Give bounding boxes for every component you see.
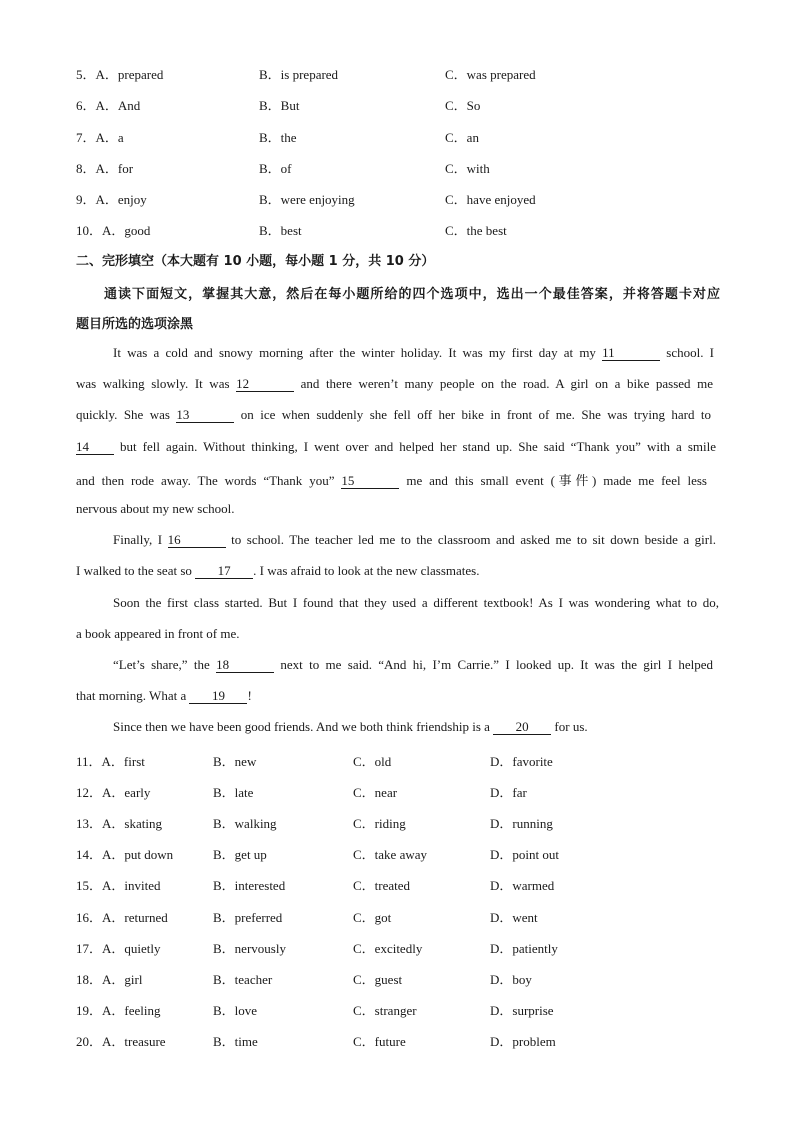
blank-13: 13 bbox=[176, 408, 234, 423]
question-9-option-a: 9．A．enjoy bbox=[76, 192, 147, 207]
question-13-option-a: 13．A．skating bbox=[76, 816, 162, 831]
question-11-option-b: B．new bbox=[213, 754, 257, 769]
question-row-15 bbox=[76, 875, 736, 893]
passage-line: Finally, I 16 to school. The teacher led me to the classroom and asked me to sit down beside a girl. bbox=[113, 532, 716, 547]
blank-14: 14 bbox=[76, 440, 114, 455]
question-row-12 bbox=[76, 782, 736, 800]
question-10-option-b: B．best bbox=[259, 223, 302, 238]
blank-15: 15 bbox=[341, 474, 399, 489]
question-14-option-c: C．take away bbox=[353, 847, 428, 862]
blank-19: 19 bbox=[189, 689, 247, 704]
passage-line: was walking slowly. It was 12 and there weren’t many people on the road. A girl on a bike passed me bbox=[76, 376, 713, 391]
question-14-option-a: 14．A．put down bbox=[76, 847, 174, 862]
passage-line: 14 but fell again. Without thinking, I went over and helped her stand up. She said “Thank you” with a smile bbox=[76, 439, 716, 454]
question-17-option-b: B．nervously bbox=[213, 941, 286, 956]
question-12-option-d: D．far bbox=[490, 785, 527, 800]
question-16-option-b: B．preferred bbox=[213, 910, 283, 925]
question-20-option-c: C．future bbox=[353, 1034, 406, 1049]
question-row-11 bbox=[76, 751, 736, 769]
question-10-option-a: 10．A．good bbox=[76, 223, 151, 238]
question-17-option-a: 17．A．quietly bbox=[76, 941, 161, 956]
passage-line: that morning. What a 19 ! bbox=[76, 688, 252, 703]
question-19-option-d: D．surprise bbox=[490, 1003, 554, 1018]
question-7-option-c: C．an bbox=[445, 130, 479, 145]
question-row-16 bbox=[76, 907, 736, 925]
question-9-option-b: B．were enjoying bbox=[259, 192, 355, 207]
question-10-option-c: C．the best bbox=[445, 223, 507, 238]
blank-17: 17 bbox=[195, 564, 253, 579]
question-13-option-c: C．riding bbox=[353, 816, 406, 831]
question-8-option-c: C．with bbox=[445, 161, 490, 176]
question-6-option-c: C．So bbox=[445, 98, 481, 113]
question-15-option-b: B．interested bbox=[213, 878, 286, 893]
question-12-option-a: 12．A．early bbox=[76, 785, 151, 800]
blank-18: 18 bbox=[216, 658, 274, 673]
passage-line: and then rode away. The words “Thank you” 15 me and this small event (事件) made me feel less bbox=[76, 473, 707, 488]
question-18-option-a: 18．A．girl bbox=[76, 972, 143, 987]
question-row-6 bbox=[76, 95, 736, 113]
question-14-option-b: B．get up bbox=[213, 847, 267, 862]
question-row-19 bbox=[76, 1000, 736, 1018]
question-18-option-b: B．teacher bbox=[213, 972, 273, 987]
passage-line: nervous about my new school. bbox=[76, 501, 235, 516]
question-row-8 bbox=[76, 158, 736, 176]
question-20-option-d: D．problem bbox=[490, 1034, 556, 1049]
question-15-option-a: 15．A．invited bbox=[76, 878, 161, 893]
question-6-option-b: B．But bbox=[259, 98, 300, 113]
question-15-option-d: D．warmed bbox=[490, 878, 555, 893]
question-5-option-b: B．is prepared bbox=[259, 67, 339, 82]
passage-line: a book appeared in front of me. bbox=[76, 626, 240, 641]
question-19-option-c: C．stranger bbox=[353, 1003, 417, 1018]
passage-line: quickly. She was 13 on ice when suddenly she fell off her bike in front of me. She was trying hard to bbox=[76, 407, 711, 422]
question-row-17 bbox=[76, 938, 736, 956]
question-12-option-c: C．near bbox=[353, 785, 398, 800]
passage-line: Since then we have been good friends. And we both think friendship is a 20 for us. bbox=[113, 719, 588, 734]
question-15-option-c: C．treated bbox=[353, 878, 411, 893]
question-11-option-a: 11．A．first bbox=[76, 754, 145, 769]
question-5-option-a: 5．A．prepared bbox=[76, 67, 164, 82]
question-row-5 bbox=[76, 64, 736, 82]
passage-line: “Let’s share,” the 18 next to me said. “And hi, I’m Carrie.” I looked up. It was the girl I helped bbox=[113, 657, 713, 672]
question-12-option-b: B．late bbox=[213, 785, 254, 800]
instruction-line-2: 题目所选的选项涂黑 bbox=[76, 317, 194, 332]
instruction-line-1: 通读下面短文，掌握其大意，然后在每小题所给的四个选项中，选出一个最佳答案，并将答题卡对应 bbox=[104, 287, 720, 302]
blank-16: 16 bbox=[168, 533, 226, 548]
passage-line: Soon the first class started. But I found that they used a different textbook! As I was wondering what to do, bbox=[113, 595, 719, 610]
question-20-option-a: 20．A．treasure bbox=[76, 1034, 166, 1049]
question-17-option-d: D．patiently bbox=[490, 941, 558, 956]
question-13-option-d: D．running bbox=[490, 816, 553, 831]
question-19-option-b: B．love bbox=[213, 1003, 258, 1018]
question-row-14 bbox=[76, 844, 736, 862]
question-16-option-a: 16．A．returned bbox=[76, 910, 168, 925]
question-20-option-b: B．time bbox=[213, 1034, 258, 1049]
question-row-13 bbox=[76, 813, 736, 831]
question-row-7 bbox=[76, 127, 736, 145]
section-heading: 二、完形填空（本大题有 10 小题，每小题 1 分，共 10 分） bbox=[76, 254, 435, 269]
passage-line: It was a cold and snowy morning after the winter holiday. It was my first day at my 11 school. I bbox=[113, 345, 714, 360]
question-11-option-d: D．favorite bbox=[490, 754, 553, 769]
question-6-option-a: 6．A．And bbox=[76, 98, 141, 113]
question-row-20 bbox=[76, 1031, 736, 1049]
question-11-option-c: C．old bbox=[353, 754, 392, 769]
question-9-option-c: C．have enjoyed bbox=[445, 192, 536, 207]
question-5-option-c: C．was prepared bbox=[445, 67, 536, 82]
question-18-option-d: D．boy bbox=[490, 972, 532, 987]
blank-12: 12 bbox=[236, 377, 294, 392]
question-18-option-c: C．guest bbox=[353, 972, 403, 987]
blank-11: 11 bbox=[602, 346, 660, 361]
question-14-option-d: D．point out bbox=[490, 847, 559, 862]
passage-line: I walked to the seat so 17 . I was afraid to look at the new classmates. bbox=[76, 563, 480, 578]
question-row-9 bbox=[76, 189, 736, 207]
question-19-option-a: 19．A．feeling bbox=[76, 1003, 161, 1018]
question-13-option-b: B．walking bbox=[213, 816, 277, 831]
question-16-option-d: D．went bbox=[490, 910, 538, 925]
question-8-option-b: B．of bbox=[259, 161, 292, 176]
question-row-10 bbox=[76, 220, 736, 238]
question-16-option-c: C．got bbox=[353, 910, 392, 925]
question-17-option-c: C．excitedly bbox=[353, 941, 423, 956]
blank-20: 20 bbox=[493, 720, 551, 735]
question-7-option-a: 7．A．a bbox=[76, 130, 124, 145]
question-8-option-a: 8．A．for bbox=[76, 161, 134, 176]
question-row-18 bbox=[76, 969, 736, 987]
question-7-option-b: B．the bbox=[259, 130, 297, 145]
